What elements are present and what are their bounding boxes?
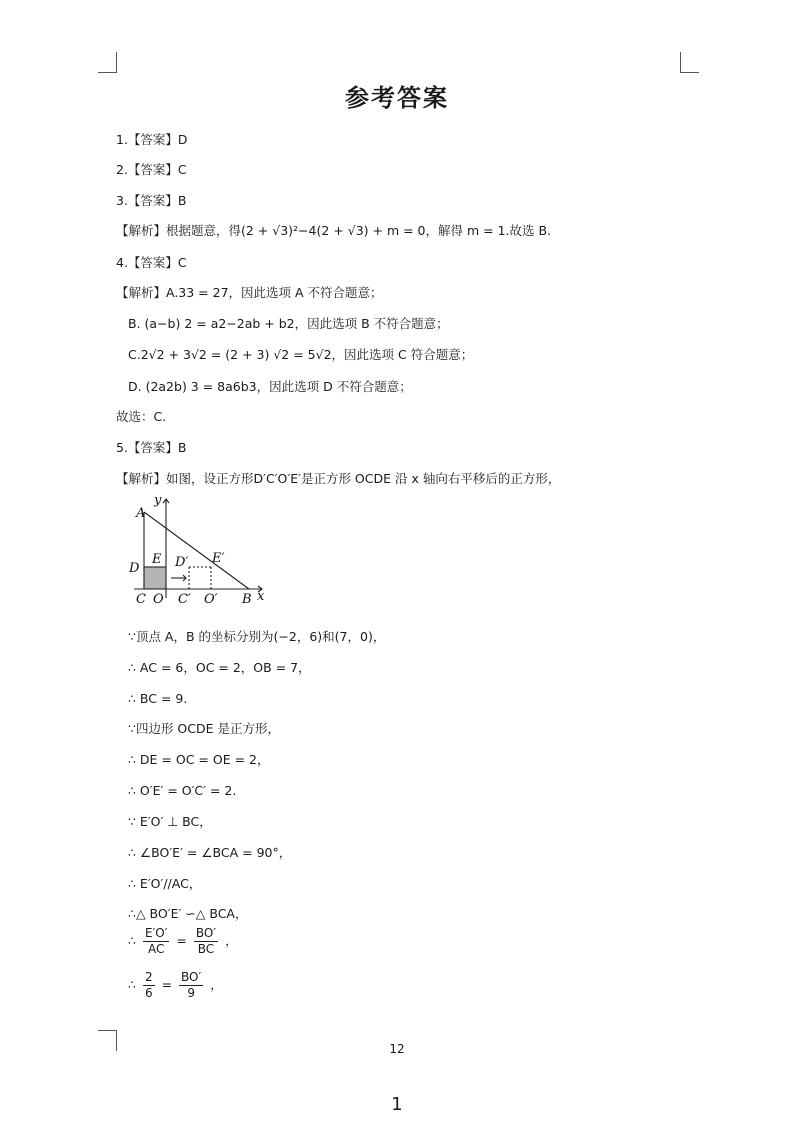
step-bc: ∴ BC = 9. — [128, 691, 188, 706]
figure-label-x: x — [257, 589, 265, 604]
fraction — [143, 970, 155, 1001]
ratio-suffix: ， — [225, 933, 238, 948]
ratio-suffix: ， — [210, 977, 223, 992]
geometry-figure — [124, 494, 284, 609]
answer-5: 5.【答案】B — [116, 440, 187, 455]
fraction-numerator: E′O′ — [144, 926, 168, 940]
answer-4: 4.【答案】C — [116, 255, 187, 270]
figure-label-y: y — [154, 494, 162, 508]
figure-label-d: D — [129, 561, 140, 576]
figure-label-o: O — [153, 592, 164, 607]
step-square: ∵四边形 OCDE 是正方形， — [128, 721, 280, 736]
inner-page-number: 12 — [389, 1042, 405, 1056]
fraction — [143, 926, 169, 957]
fraction — [179, 970, 203, 1001]
analysis-5-intro: 【解析】如图，设正方形D′C′O′E′是正方形 OCDE 沿 x 轴向右平移后的正方形， — [116, 471, 561, 486]
step-coordinates: ∵顶点 A，B 的坐标分别为(−2，6)和(7，0)， — [128, 629, 386, 644]
analysis-4-c: C.2√2 + 3√2 = (2 + 3) √2 = 5√2，因此选项 C 符合题意； — [128, 347, 474, 362]
ratio-prefix: ∴ — [128, 933, 136, 948]
answer-2: 2.【答案】C — [116, 162, 187, 177]
step-ratio-values — [128, 970, 223, 1001]
crop-mark-top-right — [680, 52, 699, 73]
fraction-denominator: AC — [147, 942, 165, 956]
figure-label-e-prime: E′ — [212, 551, 225, 566]
step-similar: ∴△ BO′E′ ∽△ BCA， — [128, 906, 248, 921]
fraction — [194, 926, 218, 957]
figure-label-b: B — [242, 592, 252, 607]
analysis-4-a: 【解析】A.33 = 27，因此选项 A 不符合题意； — [116, 285, 383, 300]
answer-1: 1.【答案】D — [116, 132, 188, 147]
figure-label-c: C — [136, 592, 146, 607]
step-perpendicular: ∵ E′O′ ⊥ BC， — [128, 814, 212, 829]
figure-label-a: A — [136, 506, 146, 521]
step-parallel: ∴ E′O′//AC， — [128, 876, 202, 891]
crop-mark-top-left — [98, 52, 117, 73]
fraction-denominator: BC — [197, 942, 215, 956]
fraction-denominator: 9 — [187, 986, 195, 1000]
fraction-denominator: 6 — [144, 986, 153, 1000]
figure-label-o-prime: O′ — [204, 592, 218, 607]
figure-label-d-prime: D′ — [175, 555, 189, 570]
fraction-numerator: 2 — [144, 970, 153, 984]
figure-label-e: E — [152, 552, 162, 567]
analysis-4-d: D. (2a2b) 3 = 8a6b3，因此选项 D 不符合题意； — [128, 379, 412, 394]
equals-sign: = — [176, 933, 187, 948]
analysis-4-b: B. (a−b) 2 = a2−2ab + b2，因此选项 B 不符合题意； — [128, 316, 449, 331]
fraction-numerator: BO′ — [181, 970, 202, 984]
fraction-numerator: BO′ — [195, 926, 217, 940]
page-number: 1 — [391, 1094, 403, 1115]
step-oe-prime: ∴ O′E′ = O′C′ = 2. — [128, 783, 237, 798]
answer-3: 3.【答案】B — [116, 193, 187, 208]
step-ratio — [128, 926, 238, 957]
figure-label-c-prime: C′ — [178, 592, 191, 607]
page-title: 参考答案 — [345, 84, 449, 112]
analysis-3: 【解析】根据题意，得(2 + √3)²−4(2 + √3) + m = 0，解得 m = 1.故选 B. — [116, 223, 552, 238]
step-angle: ∴ ∠BO′E′ = ∠BCA = 90°， — [128, 845, 292, 860]
analysis-4-conclusion: 故选：C. — [116, 409, 167, 424]
step-de: ∴ DE = OC = OE = 2， — [128, 752, 270, 767]
ratio-prefix: ∴ — [128, 977, 136, 992]
step-lengths: ∴ AC = 6，OC = 2，OB = 7， — [128, 660, 311, 675]
equals-sign: = — [161, 977, 173, 992]
